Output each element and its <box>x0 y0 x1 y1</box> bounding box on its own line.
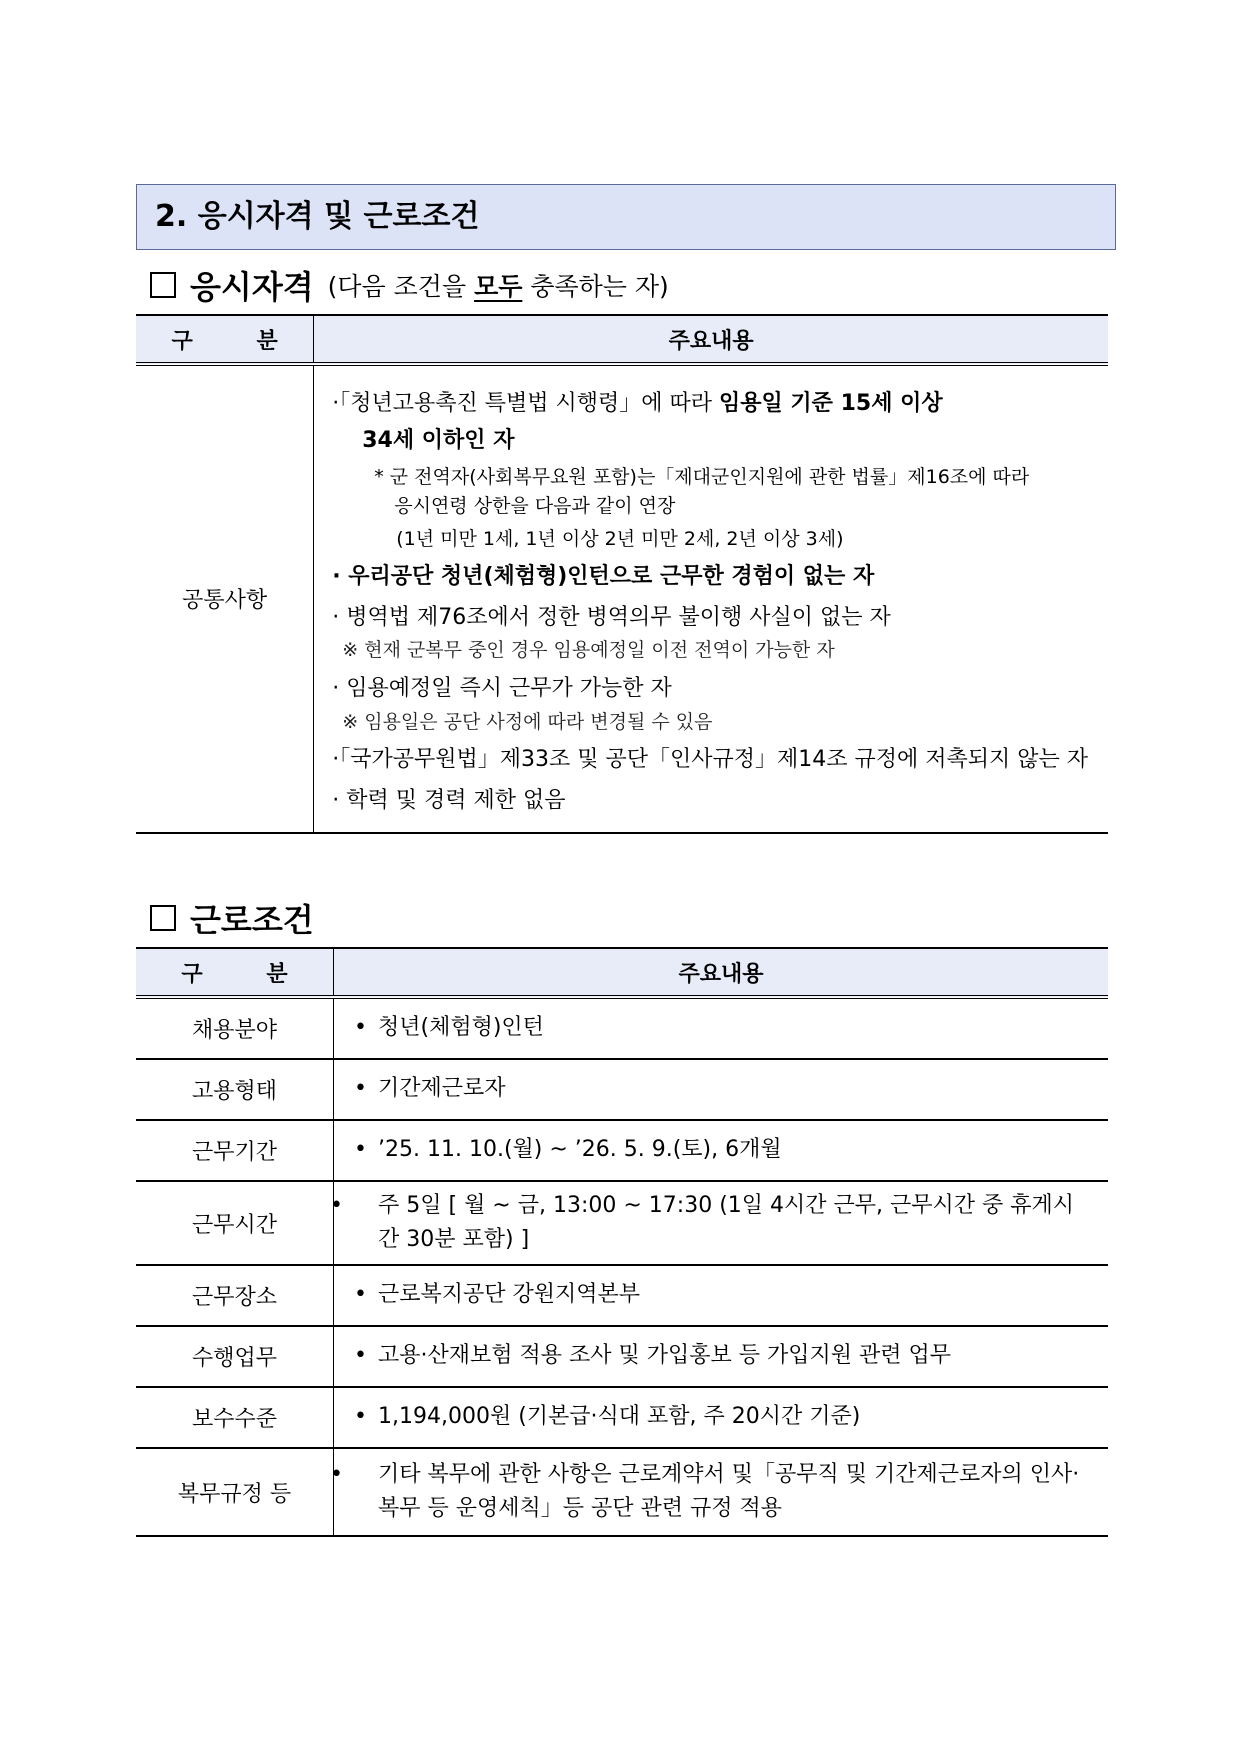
row-content <box>334 1120 1109 1181</box>
qualification-heading-text: 응시자격 <box>190 268 314 306</box>
item-age <box>332 390 1088 419</box>
header-category: 구 분 <box>136 948 334 997</box>
row-content-text: 청년(체험형)인턴 <box>378 1015 544 1041</box>
bullet: • <box>330 1461 343 1487</box>
header-content: 주요내용 <box>314 315 1108 364</box>
bullet: • <box>354 1282 367 1308</box>
item-immediate: · 임용예정일 즉시 근무가 가능한 자 <box>332 676 672 702</box>
row-content-text: ’25. 11. 10.(월) ~ ’26. 5. 9.(토), 6개월 <box>378 1137 782 1163</box>
row-content-common <box>314 364 1108 833</box>
work-conditions-table <box>136 947 1108 1537</box>
table-row <box>136 1326 1108 1387</box>
row-content <box>330 1181 1109 1265</box>
table-row <box>136 1387 1108 1448</box>
row-content <box>334 1265 1109 1326</box>
row-content-text: 기타 복무에 관한 사항은 근로계약서 및「공무직 및 기간제근로자의 인사·복무 등 운영세칙」등 공단 관련 규정 적용 <box>378 1461 1080 1521</box>
note-veteran-1: * 군 전역자(사회복무요원 포함)는「제대군인지원에 관한 법률」제16조에 따라 <box>374 466 1030 489</box>
item-military: · 병역법 제76조에서 정한 병역의무 불이행 사실이 없는 자 <box>332 604 891 630</box>
row-label: 고용형태 <box>136 1059 334 1120</box>
row-content <box>334 1387 1109 1448</box>
row-content-text: 1,194,000원 (기본급·식대 포함, 주 20시간 기준) <box>378 1404 861 1430</box>
condition-before: (다음 조건을 <box>327 272 475 301</box>
work-heading <box>150 895 314 941</box>
row-content-text: 근로복지공단 강원지역본부 <box>378 1282 641 1308</box>
item-age-emphasis: 임용일 기준 15세 이상 <box>719 391 943 416</box>
section-title: 2. 응시자격 및 근로조건 <box>136 184 1116 250</box>
qualification-table <box>136 314 1108 834</box>
row-label: 보수수준 <box>136 1387 334 1448</box>
row-content <box>334 1326 1109 1387</box>
table-row <box>136 1181 1108 1265</box>
header-content: 주요내용 <box>334 948 1109 997</box>
row-label: 복무규정 등 <box>136 1448 334 1536</box>
table-row <box>136 364 1108 833</box>
work-heading-text: 근로조건 <box>190 901 314 939</box>
row-label: 근무기간 <box>136 1120 334 1181</box>
bullet: • <box>354 1015 367 1041</box>
row-content-text: 주 5일 [ 월 ~ 금, 13:00 ~ 17:30 (1일 4시간 근무, 근무시간 중 휴게시간 30분 포함) ] <box>378 1192 1075 1252</box>
row-content <box>334 997 1109 1059</box>
bullet: • <box>354 1404 367 1430</box>
row-content <box>334 1059 1109 1120</box>
row-label: 채용분야 <box>136 997 334 1059</box>
condition-after: 충족하는 자) <box>522 272 669 301</box>
bullet: • <box>354 1076 367 1102</box>
bullet: • <box>354 1343 367 1369</box>
item-no-intern-experience: · 우리공단 청년(체험형)인턴으로 근무한 경험이 없는 자 <box>332 564 875 590</box>
item-no-limit: · 학력 및 경력 제한 없음 <box>332 788 566 813</box>
item-age-text: ·「청년고용촉진 특별법 시행령」에 따라 <box>332 391 719 416</box>
row-content-text: 기간제근로자 <box>378 1076 506 1102</box>
row-label: 근무장소 <box>136 1265 334 1326</box>
qualification-condition <box>328 267 669 303</box>
table-row <box>136 1120 1108 1181</box>
note-veteran-2: 응시연령 상한을 다음과 같이 연장 <box>394 494 676 517</box>
row-label-common: 공통사항 <box>136 364 314 833</box>
bullet: • <box>330 1192 343 1218</box>
item-regulation: ·「국가공무원법」제33조 및 공단「인사규정」제14조 규정에 저촉되지 않는 자 <box>332 747 1088 773</box>
table-row <box>136 1448 1108 1536</box>
row-label: 수행업무 <box>136 1326 334 1387</box>
row-content <box>330 1448 1109 1536</box>
note-military: ※ 현재 군복무 중인 경우 임용예정일 이전 전역이 가능한 자 <box>342 639 835 662</box>
qualification-heading <box>150 262 669 308</box>
row-label: 근무시간 <box>136 1181 334 1265</box>
condition-emphasis: 모두 <box>474 272 523 301</box>
note-veteran-3: (1년 미만 1세, 1년 이상 2년 미만 2세, 2년 이상 3세) <box>396 527 844 550</box>
row-content-text: 고용·산재보험 적용 조사 및 가입홍보 등 가입지원 관련 업무 <box>378 1343 951 1369</box>
table-header-row <box>136 315 1108 364</box>
table-row <box>136 1059 1108 1120</box>
header-category: 구 분 <box>136 315 314 364</box>
item-age-cont: 34세 이하인 자 <box>362 427 515 453</box>
table-header-row <box>136 948 1108 997</box>
note-immediate: ※ 임용일은 공단 사정에 따라 변경될 수 있음 <box>342 710 713 733</box>
checkbox-square-icon <box>150 905 176 931</box>
checkbox-square-icon <box>150 272 176 298</box>
table-row <box>136 1265 1108 1326</box>
table-row <box>136 997 1108 1059</box>
bullet: • <box>354 1137 367 1163</box>
